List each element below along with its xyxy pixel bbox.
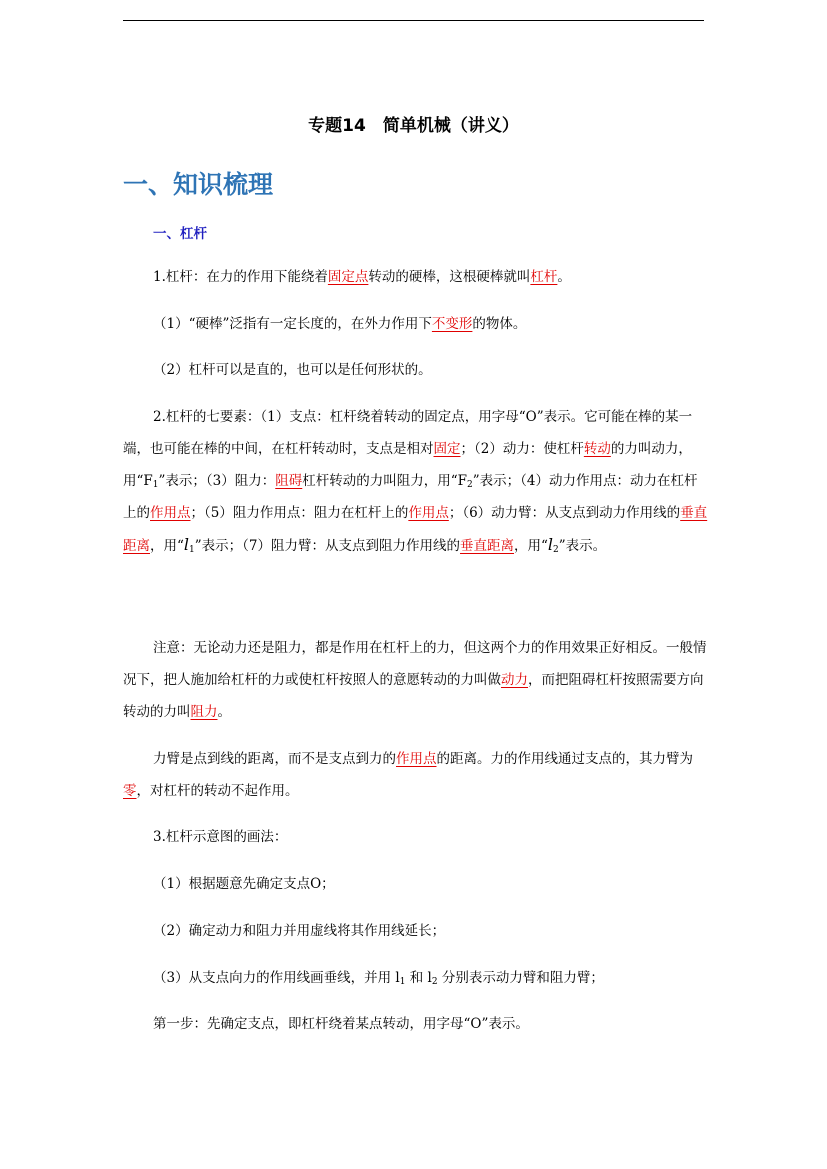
text: 3.杠杆示意图的画法： xyxy=(153,829,288,845)
answer-blank: 动力 xyxy=(501,672,528,688)
text: 第一步：先确定支点，即杠杆绕着某点转动，用字母“O”表示。 xyxy=(153,1016,529,1032)
subscript: 1 xyxy=(152,480,159,490)
text: 1.杠杆：在力的作用下能绕着 xyxy=(153,269,328,285)
text: 。 xyxy=(217,704,231,720)
answer-blank: 阻力 xyxy=(190,704,218,720)
text: ；（6）动力臂：从支点到动力作用线的 xyxy=(448,505,681,521)
paragraph-seven-elements xyxy=(123,401,708,562)
symbol: l xyxy=(183,535,190,554)
text: ，而把阻碍杠杆按照需要方向转动的力叫 xyxy=(123,672,704,720)
answer-blank: 零 xyxy=(123,783,137,799)
paragraph-first-step xyxy=(123,1008,708,1040)
text: 的距离。力的作用线通过支点的，其力臂为 xyxy=(436,751,693,767)
paragraph-lever-definition xyxy=(123,261,708,293)
answer-blank: 阻碍 xyxy=(275,473,303,489)
text: 的力叫动力，用“F xyxy=(123,441,692,489)
text: （1）“硬棒”泛指有一定长度的，在外力作用下 xyxy=(153,316,432,332)
subscript: 1 xyxy=(189,545,195,555)
answer-blank: 固定 xyxy=(433,441,461,457)
text: （3）从支点向力的作用线画垂线，并用 l xyxy=(153,970,400,986)
text: （1）根据题意先确定支点O； xyxy=(153,876,335,892)
text: 力臂是点到线的距离，而不是支点到力的 xyxy=(153,751,396,767)
answer-blank: 作用点 xyxy=(408,505,449,521)
subsection-heading: 一、杠杆 xyxy=(153,226,207,242)
subscript: 1 xyxy=(399,977,406,987)
text: ，对杠杆的转动不起作用。 xyxy=(136,783,299,799)
text: ”表示；（7）阻力臂：从支点到阻力作用线的 xyxy=(194,538,461,554)
subscript: 2 xyxy=(467,480,473,490)
subscript: 2 xyxy=(431,977,438,987)
paragraph-note xyxy=(123,632,708,728)
text: ，用“ xyxy=(150,538,184,554)
symbol: l xyxy=(547,535,554,554)
answer-blank: 作用点 xyxy=(396,751,437,767)
paragraph-rigid-rod xyxy=(123,308,708,340)
text: 转动的硬棒，这根硬棒就叫 xyxy=(368,269,531,285)
answer-blank: 垂直距离 xyxy=(123,505,708,554)
paragraph-step-2 xyxy=(123,915,708,947)
text: 杠杆转动的力叫阻力，用“F xyxy=(302,473,468,489)
text: ”表示；（4）动力作用点：动力在杠杆上的 xyxy=(123,473,698,521)
paragraph-diagram-method xyxy=(123,821,708,853)
text: ；（5）阻力作用点：阻力在杠杆上的 xyxy=(190,505,409,521)
answer-blank: 垂直距离 xyxy=(460,538,515,554)
text: 2.杠杆的七要素：（1）支点：杠杆绕着转动的固定点，用字母“O”表示。它可能在棒的某一端，也可能在棒的中间，在杠杆转动时，支点是相对 xyxy=(123,409,693,457)
section-heading: 一、知识梳理 xyxy=(123,170,274,199)
text: 注意：无论动力还是阻力，都是作用在杠杆上的力，但这两个力的作用效果正好相反。一般情况下，把人施加给杠杆的力或使杠杆按照人的意愿转动的力叫做 xyxy=(123,640,707,688)
text: ；（2）动力：使杠杆 xyxy=(460,441,584,457)
answer-blank: 作用点 xyxy=(150,505,191,521)
text: 和 l xyxy=(405,970,432,986)
text: ”表示；（3）阻力： xyxy=(158,473,276,489)
paragraph-step-1 xyxy=(123,868,708,900)
paragraph-lever-arm xyxy=(123,743,708,807)
text: ，用“ xyxy=(514,538,548,554)
text: 分别表示动力臂和阻力臂； xyxy=(437,970,604,986)
subscript: 2 xyxy=(553,545,559,555)
header-rule xyxy=(123,20,704,21)
text: 的物体。 xyxy=(472,316,527,332)
text: ”表示。 xyxy=(558,538,607,554)
text: （2）杠杆可以是直的，也可以是任何形状的。 xyxy=(153,362,432,378)
answer-blank: 固定点 xyxy=(327,269,369,285)
text: 。 xyxy=(557,269,571,285)
answer-blank: 不变形 xyxy=(431,316,473,332)
paragraph-step-3 xyxy=(123,962,708,994)
document-title: 专题14 简单机械（讲义） xyxy=(308,116,519,136)
answer-blank: 杠杆 xyxy=(530,269,558,285)
answer-blank: 转动 xyxy=(583,441,611,457)
text: （2）确定动力和阻力并用虚线将其作用线延长； xyxy=(153,923,446,939)
paragraph-lever-shape xyxy=(123,354,708,386)
